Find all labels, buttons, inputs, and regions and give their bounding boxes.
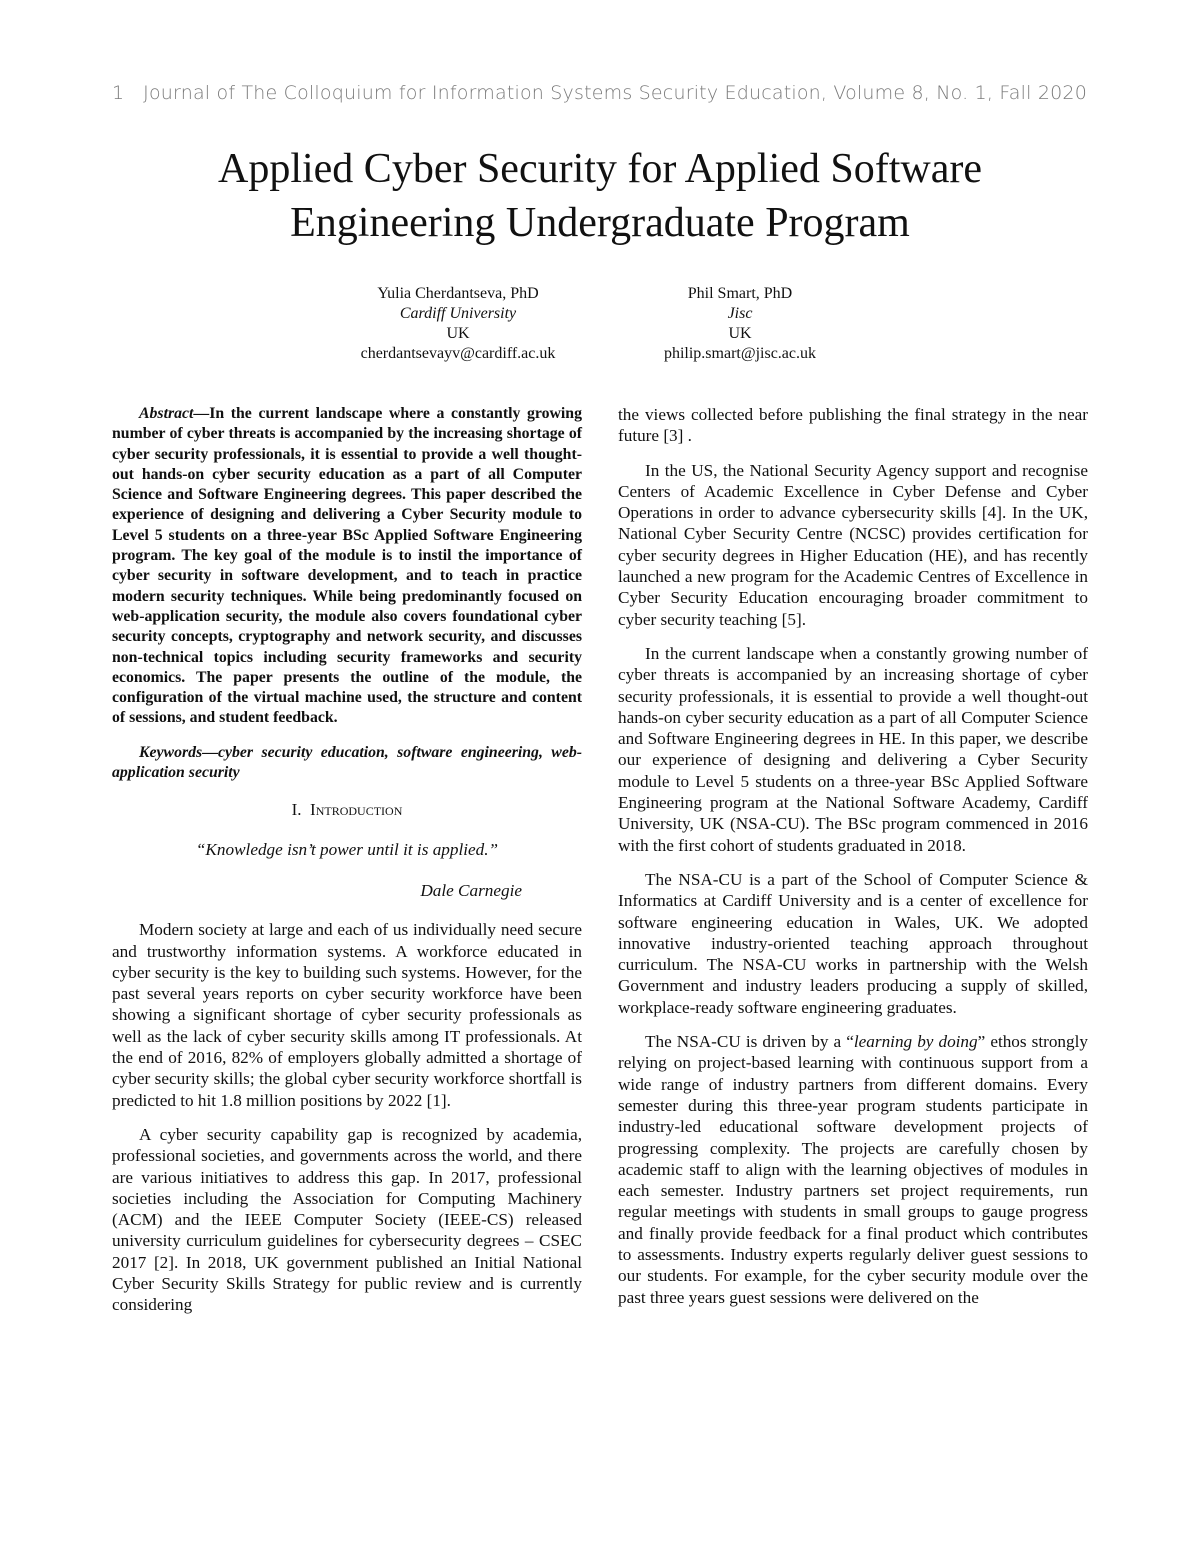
right-column bbox=[618, 404, 1088, 1321]
left-column bbox=[112, 404, 582, 1329]
epigraph-author: Dale Carnegie bbox=[420, 880, 522, 900]
section-number: I. bbox=[291, 800, 302, 820]
emphasis-text: learning by doing bbox=[853, 1032, 978, 1052]
body-paragraph: In the US, the National Security Agency support and recognise Centers of Academic Excellence in Cyber Defense and Cyber Operations in order to advance cybersecurity skills [4]. In the UK, National Cyber Security Centre (NCSC) provides certification for cyber security degrees in Higher Education (HE), and has recently launched a new program for the Academic Centres of Excellence in Cyber Security Education encouraging broader commitment to cyber security teaching [5]. bbox=[618, 460, 1088, 629]
paper-title-line-1: Applied Cyber Security for Applied Software bbox=[218, 146, 982, 192]
author-country: UK bbox=[446, 325, 470, 342]
author-block-2 bbox=[590, 284, 890, 364]
abstract-label: Abstract bbox=[139, 405, 194, 422]
epigraph-quote: “Knowledge isn’t power until it is applied.” bbox=[195, 839, 499, 859]
author-affiliation: Cardiff University bbox=[399, 305, 517, 322]
body-paragraph: the views collected before publishing the final strategy in the near future [3] . bbox=[618, 405, 1088, 446]
author-block-1 bbox=[308, 284, 608, 364]
page-number: 1 bbox=[112, 82, 125, 104]
author-email: cherdantsevayv@cardiff.ac.uk bbox=[360, 345, 556, 362]
body-paragraph: In the current landscape when a constantly growing number of cyber threats is accompanied by an increasing shortage of cyber security professionals, it is essential to provide a well thought-out hands-on cyber security education as a part of all Computer Science and Software Engineering degrees in HE. In this paper, we describe our experience of designing and delivering a Cyber Security module to Level 5 students on a three-year BSc Applied Software Engineering program at the National Software Academy, Cardiff University, UK (NSA-CU). The BSc program commenced in 2016 with the first cohort of students graduated in 2018. bbox=[618, 643, 1088, 855]
body-text: ” ethos strongly relying on project-based learning with continuous support from a wide range of industry partners from different domains. Every semester during this three-year program students participate in industry-led educational software development projects of progressing complexity. The projects are carefully chosen by academic staff to align with the learning objectives of modules in each semester. Industry partners set project requirements, run regular meetings with students in small groups to gauge progress and finally provide feedback for a final product which contributes to assessments. Industry experts regularly deliver guest sessions to our students. For example, for the cyber security module over the past three years guest sessions were delivered on the bbox=[618, 1032, 1088, 1307]
body-paragraph: The NSA-CU is a part of the School of Computer Science & Informatics at Cardiff University and is a center of excellence for software engineering education in Wales, UK. We adopted innovative industry-oriented teaching approach throughout curriculum. The NSA-CU works in partnership with the Welsh Government and industry leaders producing a supply of skilled, workplace-ready software engineering graduates. bbox=[618, 869, 1088, 1017]
abstract-text: In the current landscape where a constantly growing number of cyber threats is accompanied by the increasing shortage of cyber security professionals, it is essential to provide a well thought-out hands-on cyber security education as a part of all Computer Science and Software Engineering degrees. This paper described the experience of designing and delivering a Cyber Security module to Level 5 students on a three-year BSc Applied Software Engineering program. The key goal of the module is to instil the importance of cyber security in software development, and to teach in practice modern security techniques. While being predominantly focused on web-application security, the module also covers foundational cyber security concepts, cryptography and network security, and discusses non-technical topics including security frameworks and security economics. The paper presents the outline of the module, the configuration of the virtual machine used, the structure and content of sessions, and student feedback. bbox=[112, 405, 582, 727]
author-email: philip.smart@jisc.ac.uk bbox=[663, 345, 817, 362]
paper-title bbox=[100, 142, 1100, 250]
paper-title-line-2: Engineering Undergraduate Program bbox=[290, 200, 910, 246]
section-title: Introduction bbox=[310, 800, 403, 820]
author-name: Phil Smart, PhD bbox=[687, 285, 793, 302]
author-country: UK bbox=[728, 325, 752, 342]
author-affiliation: Jisc bbox=[727, 305, 753, 322]
body-paragraph: Modern society at large and each of us individually need secure and trustworthy information systems. A workforce educated in cyber security is the key to building such systems. However, for the past several years reports on cyber security workforce have been showing a significant shortage of cyber security professionals as well as the lack of cyber security skills among IT professionals. At the end of 2016, 82% of employers globally admitted a shortage of cyber security skills; the global cyber security workforce shortfall is predicted to hit 1.8 million positions by 2022 [1]. bbox=[112, 920, 582, 1110]
keywords: Keywords—cyber security education, software engineering, web-application security bbox=[112, 743, 582, 782]
journal-title: Journal of The Colloquium for Information Systems Security Education, Volume 8, No. 1, Fall 2020 bbox=[143, 82, 1087, 104]
body-paragraph bbox=[618, 1031, 1088, 1308]
body-paragraph: A cyber security capability gap is recognized by academia, professional societies, and governments across the world, and there are various initiatives to address this gap. In 2017, professional societies including the Association for Computing Machinery (ACM) and the IEEE Computer Society (IEEE-CS) released university curriculum guidelines for cybersecurity degrees – CSEC 2017 [2]. In 2018, UK government published an Initial National Cyber Security Skills Strategy for public review and is currently considering bbox=[112, 1124, 582, 1315]
abstract bbox=[112, 404, 582, 729]
abstract-dash: — bbox=[193, 405, 210, 422]
section-heading bbox=[112, 799, 582, 820]
body-text: The NSA-CU is driven by a “ bbox=[645, 1032, 854, 1052]
author-name: Yulia Cherdantseva, PhD bbox=[377, 285, 539, 302]
